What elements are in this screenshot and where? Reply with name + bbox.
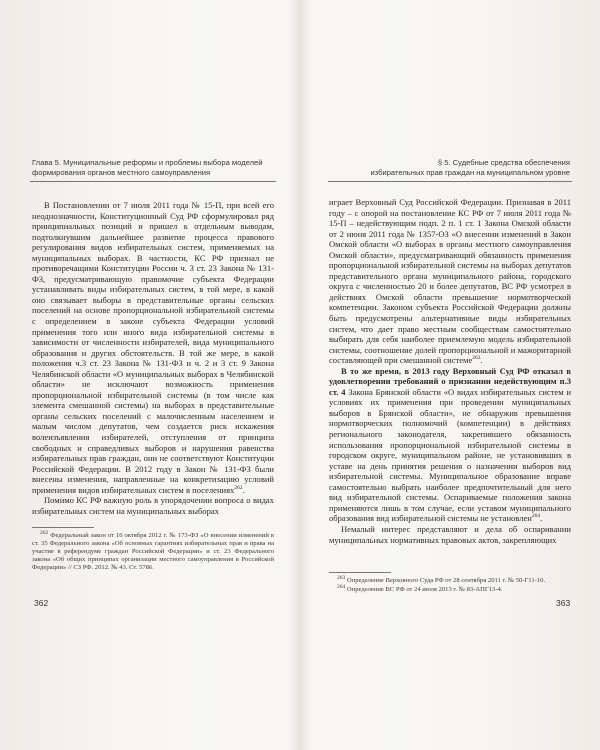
right-footnote-rule <box>329 572 391 573</box>
left-header-line-1: Глава 5. Муниципальные реформы и проблемы выбора моделей <box>32 158 263 167</box>
left-paragraph-2: Помимо КС РФ важную роль в упорядочении вопроса о видах избирательных систем на муниципальных выборах <box>32 495 274 516</box>
right-header-line-2: избирательных прав граждан на муниципальном уровне <box>370 168 570 177</box>
left-footnotes <box>32 529 274 573</box>
right-page-number: 363 <box>556 598 571 608</box>
left-paragraph-1-text: В Постановлении от 7 июля 2011 года № 15-П, при всей его неоднозначности, Конституционный Суд РФ сформулировал ряд принципиальных позиций и пришел к отдельным выводам, подтолкнувшим дальнейшее развитие процесса правового регулирования видов избирательных систем, применяемых на муниципальных выборах. В частности, КС РФ признал не противоречащими Конституции России ч. 3 ст. 23 Закона № 131-ФЗ, предусматривающую правомочие субъекта Федерации устанавливать виды избирательных систем, в той мере, в какой оно связывает выборы в представительные органы сельских поселений на основе пропорциональной избирательной системы с определением в законе субъекта Федерации условий применения того или иного вида избирательной системы в зависимости от численности избирателей, вида муниципального образования и других обстоятельств. В той же мере, в какой положения ч.3 ст. 23 Закона № 131-ФЗ и ч. 2 и 3 ст. 9 Закона Челябинской области «О муниципальных выборах в Челябинской области» не исключают возможность применения пропорциональной избирательной системы (в том числе как элемента смешанной системы) на выборах в представительные органы сельских поселений с малочисленным населением и малым числом депутатов, чем создается риск искажения волеизъявления избирателей, отступления от принципа свободных и справедливых выборов и нарушения равенства избирательных прав граждан, они не соответствуют Конституции Российской Федерации. В 2012 году в Закон № 131-ФЗ были внесены изменения, направленные на конкретизацию условий применения видов избирательных систем в поселениях <box>32 200 274 495</box>
left-footnote-text: Федеральный закон от 16 октября 2012 г. № 173-ФЗ «О внесении изменений в ст. 35 Федерального закона «Об основных гарантиях избирательных прав и права на участие в референдуме граждан Российской Федерации» и ст. 23 Федерального закона «Об общих принципах организации местного самоуправления в Российской Федерации» // СЗ РФ. 2012. № 43. Ст. 5786. <box>32 532 274 572</box>
right-body-text <box>329 197 571 545</box>
left-body-text <box>32 200 274 516</box>
right-footnote-264 <box>329 583 571 594</box>
left-paragraph-1: В Постановлении от 7 июля 2011 года № 15-П, при всей его неоднозначности, Конституционный Суд РФ сформулировал ряд принципиальных позиций и пришел к отдельным выводам, подтолкнувшим дальнейшее развитие процесса правового регулирования видов избирательных систем, применяемых на муниципальных выборах. В частности, КС РФ признал не противоречащими Конституции России ч. 3 ст. 23 Закона № 131-ФЗ, предусматривающую правомочие субъекта Федерации устанавливать виды избирательных систем, в той мере, в какой оно связывает выборы в представительные органы сельских поселений на основе пропорциональной избирательной системы с определением в законе субъекта Федерации условий применения того или иного вида избирательной системы в зависимости от численности избирателей, вида муниципального образования и других обстоятельств. В той же мере, в какой положения ч.3 ст. 23 Закона № 131-ФЗ и ч. 2 и 3 ст. 9 Закона Челябинской области «О муниципальных выборах в Челябинской области» не исключают возможность применения пропорциональной избирательной системы (в том числе как элемента смешанной системы) на выборах в представительные органы сельских поселений с малочисленным населением и малым числом депутатов, чем создается риск искажения волеизъявления избирателей, отступления от принципа свободных и справедливых выборов и нарушения равенства избирательных прав граждан, они не соответствуют Конституции Российской Федерации. В 2012 году в Закон № 131-ФЗ были внесены изменения, направленные на конкретизацию условий применения видов избирательных систем в поселениях$^{262}$. <box>32 200 274 495</box>
right-paragraph-2-text: Закона Брянской области «О видах избирательных систем и условиях их применения при проведении муниципальных выборов в Брянской области», не обнаружив превышения нормотворческих полномочий (компетенции) в действиях регионального законодателя, закрепившего обязанность использования пропорциональной избирательной системы в городском округе, муниципальном районе, не установивших в уставе на день принятия решения о назначении выборов вид избирательной системы. Муниципальное образование вправе самостоятельно выбрать наиболее предпочтительный для него вид избирательной системы. Оспариваемые положения закона применяются лишь в том случае, если уставом муниципального образования вид избирательной системы не установлен <box>329 386 571 524</box>
right-paragraph-2-bold: В то же время, в 2013 году Верховный Суд РФ отказал в удовлетворении требований о признании недействующим п.3 ст. 4 <box>329 365 571 397</box>
left-note-ref: 262 <box>234 484 243 491</box>
right-header-line-1: § 5. Судебные средства обеспечения <box>437 158 570 167</box>
right-paragraph-2: В то же время, в 2013 году Верховный Суд РФ отказал в удовлетворении требований о признании недействующим п.3 ст. 4 Закона Брянской области «О видах избирательных систем и условиях их применения при проведении муниципальных выборов в Брянской области», не обнаружив превышения нормотворческих полномочий (компетенции) в действиях регионального законодателя, закрепившего обязанность использования пропорциональной избирательной системы в городском округе, муниципальном районе, не установивших в уставе на день принятия решения о назначении выборов вид избирательной системы. Муниципальное образование вправе самостоятельно выбрать наиболее предпочтительный для него вид избирательной системы. Оспариваемые положения закона применяются лишь в том случае, если уставом муниципального образования вид избирательной системы не установлен$^{264}$. <box>329 365 571 524</box>
left-footnote-262 <box>32 529 274 572</box>
right-paragraph-1-text: играет Верховный Суд Российской Федерации. Признавая в 2011 году – с опорой на постановление КС РФ от 7 июля 2011 года № 15-П – недействующим подп. 2 п. 1 ст. 1 Закона Омской области от 2 июня 2011 года № 1357-ОЗ «О внесении изменений в Закон Омской области «О выборах в органы местного самоуправления Омской области», предусматривающий обязанность применения пропорциональной избирательной системы на выборах депутатов представительного органа муниципального района, городского округа с численностью 20 и более депутатов, ВС РФ усмотрел в действиях Омской области превышение нормотворческой компетенции. Законом субъекта Российской Федерации должны быть предусмотрены альтернативные виды избирательных систем, что дает право местным сообществам самостоятельно выбирать для себя наиболее приемлемую модель избирательной системы, соотношение долей пропорциональной и мажоритарной составляющей при смешанной системе <box>329 197 571 366</box>
right-footnote-263 <box>329 574 571 585</box>
right-footnote-text-263: Определение Верховного Суда РФ от 28 сентября 2011 г. № 50-Г11-10. <box>346 577 546 584</box>
left-page-number: 362 <box>34 598 49 608</box>
right-footnote-num-264: 264 <box>337 583 346 590</box>
right-footnote-text-264: Определение ВС РФ от 24 июля 2013 г. № 83-АПГ13-4. <box>346 586 503 594</box>
left-header-line-2: формирования органов местного самоуправления <box>32 168 211 177</box>
left-header-rule <box>30 181 276 182</box>
right-footnotes <box>329 574 571 595</box>
left-footnote-rule <box>32 527 94 528</box>
right-page <box>300 0 600 750</box>
right-footnote-num-263: 263 <box>337 574 346 581</box>
right-note-ref-264: 264 <box>531 513 541 520</box>
right-note-ref-263: 263 <box>472 355 481 362</box>
right-paragraph-1: играет Верховный Суд Российской Федерации. Признавая в 2011 году – с опорой на постановление КС РФ от 7 июля 2011 года № 15-П – недействующим подп. 2 п. 1 ст. 1 Закона Омской области от 2 июня 2011 года № 1357-ОЗ «О внесении изменений в Закон Омской области «О выборах в органы местного самоуправления Омской области», предусматривающий обязанность применения пропорциональной избирательной системы на выборах депутатов представительного органа муниципального района, городского округа с численностью 20 и более депутатов, ВС РФ усмотрел в действиях Омской области превышение нормотворческой компетенции. Законом субъекта Российской Федерации должны быть предусмотрены альтернативные виды избирательных систем, что дает право местным сообществам самостоятельно выбирать для себя наиболее приемлемую модель избирательной системы, соотношение долей пропорциональной и мажоритарной составляющей при смешанной системе$^{263}$. <box>329 197 571 366</box>
left-footnote-num: 262 <box>40 529 49 536</box>
left-running-header <box>32 158 272 178</box>
right-running-header <box>332 158 570 178</box>
right-header-rule <box>328 181 572 182</box>
right-paragraph-3: Немалый интерес представляют и дела об оспаривании муниципальных нормативных правовых актов, закрепляющих <box>329 523 571 545</box>
